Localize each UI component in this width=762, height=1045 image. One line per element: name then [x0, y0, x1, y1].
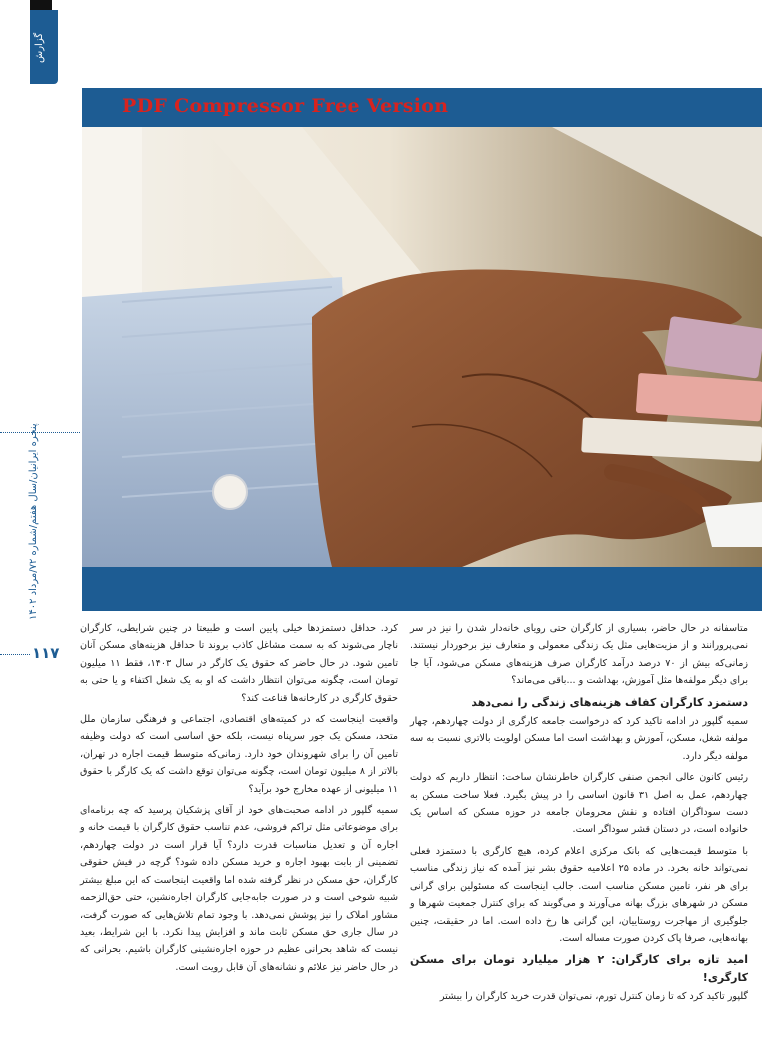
paragraph: با متوسط قیمت‌هایی که بانک مرکزی اعلام کرده، هیچ کارگری با دستمزد فعلی نمی‌تواند خانه بخرد. در ماده ۲۵ اعلامیه حقوق بشر نیز آمده که نیاز زندگی مناسب برای هر نفر، تامین مسکن مناسب است. جالب اینجاست که مسئولین برای گرانی مسکن در شهرهای بزرگ بهانه می‌آورند و می‌گویند که برای کنترل جمعیت شهرها و جلوگیری از مهاجرت روستاییان، این گرانی ها رخ داده است. اما در حقیقت، چنین بهانه‌هایی، صرفا پاک کردن صورت مساله است. [410, 845, 748, 944]
subheading: امید تازه برای کارگران: ۲ هزار میلیارد تومان برای مسکن کارگری! [410, 953, 748, 984]
issue-info: پنجره ایرانیان/سال هفتم/شماره ۷۲/مرداد ۱۴۰۲ [28, 423, 39, 620]
paragraph: کرد. حداقل دستمزدها خیلی پایین است و طبیعتا در چنین شرایطی، کارگران ناچار می‌شوند که به سمت مشاغل کاذب بروند تا حداقل هزینه‌های مسکن آنان تامین شود. در حال حاضر که حقوق یک کارگر در سال ۱۴۰۳، فقط ۱۱ میلیون تومان است، چگونه می‌توان انتظار داشت که او به یک شغل اکتفاء و یا حتی به حقوق کارگری در کارخانه‌ها قناعت کند؟ [80, 623, 398, 704]
paragraph: متاسفانه در حال حاضر، بسیاری از کارگران حتی رویای خانه‌دار شدن را نیز در سر نمی‌پرورانند و از مزیت‌هایی مثل یک زندگی معمولی و متعارف نیز برخوردار نیستند. زمانی‌که بیش از ۷۰ درصد درآمد کارگران صرف هزینه‌های مسکن می‌شود، آیا جا برای دیگر مولفه‌ها مثل آموزش، بهداشت و ...باقی می‌ماند؟ [410, 623, 748, 687]
page-number-divider [0, 654, 30, 655]
article-column-left [80, 620, 398, 980]
paragraph: سمیه گلپور در ادامه تاکید کرد که درخواست جامعه کارگری از دولت چهاردهم، چهار مولفه شغل، مسکن، آموزش و بهداشت است اما مسکن اولویت بالاتری نسبت به سه مولفه دیگر دارد. [410, 716, 748, 762]
side-divider [0, 432, 80, 433]
paragraph: سمیه گلپور در ادامه صحبت‌های خود از آقای پزشکیان پرسید که چه برنامه‌ای برای موضوعاتی مثل تراکم فروشی، عدم تناسب حقوق کارگران با قیمت خانه و اجاره آن و تعدیل مناسبات قدرت دارد؟ آیا قرار است در دولت چهاردهم، تضمینی از بابت بهبود اجاره و خرید مسکن داده شود؟ گرچه در فیش حقوقی کارگران، حق مسکن در نظر گرفته شده اما واقعیت اینجاست که این مبلغ بیشتر شبیه شوخی است و در صورت جابه‌جایی کارگران اجاره‌نشین، حتی حق‌الزحمه مشاور املاک را نیز پوشش نمی‌دهد. با وجود تمام تلاش‌هایی که صورت گرفت، در سال جاری حق مسکن ثابت ماند و افزایش پیدا نکرد. با این شرایط، بعید نیست که شاهد بحرانی عظیم در حوزه اجاره‌نشینی کارگران باشیم. بحرانی که در حال حاضر نیز علائم و نشانه‌های آن قابل رویت است. [80, 805, 398, 973]
header-strip [30, 0, 52, 10]
section-tab-label: گزارش [34, 32, 45, 64]
article-photo [82, 127, 762, 567]
paragraph: گلپور تاکید کرد که تا زمان کنترل تورم، نمی‌توان قدرت خرید کارگران را بیشتر [439, 991, 748, 1003]
photo-caption-bar [82, 567, 762, 611]
article-column-right [410, 620, 748, 1010]
hand-money-illustration [82, 127, 762, 567]
page-number: ۱۱۷ [32, 644, 60, 662]
watermark-text: PDF Compressor Free Version [122, 95, 449, 117]
paragraph: رئیس کانون عالی انجمن صنفی کارگران خاطرنشان ساخت: انتظار داریم که دولت چهاردهم، عمل به اصل ۳۱ قانون اساسی را در پیش بگیرد. فعلا ساخت مسکن به دست سوداگران افتاده و نقش محرومان جامعه در حوزه مسکن که اساس یک خانواده است، در دستان قشر سوداگر است. [410, 772, 748, 836]
subheading: دستمزد کارگران کفاف هزینه‌های زندگی را نمی‌دهد [471, 695, 748, 709]
paragraph: واقعیت اینجاست که در کمیته‌های اقتصادی، اجتماعی و فرهنگی سازمان ملل متحد، مسکن یک جور سرپناه نیست، بلکه حق اساسی است که دولت وظیفه تامین آن را برای شهروندان خود دارد. زمانی‌که متوسط قیمت اجاره در تهران، بالاتر از ۸ میلیون تومان است، چگونه می‌توان توقع داشت که یک کارگر با حقوق ۱۱ میلیونی از عهده مخارج خود برآید؟ [80, 714, 398, 795]
page-margin [0, 0, 30, 1045]
